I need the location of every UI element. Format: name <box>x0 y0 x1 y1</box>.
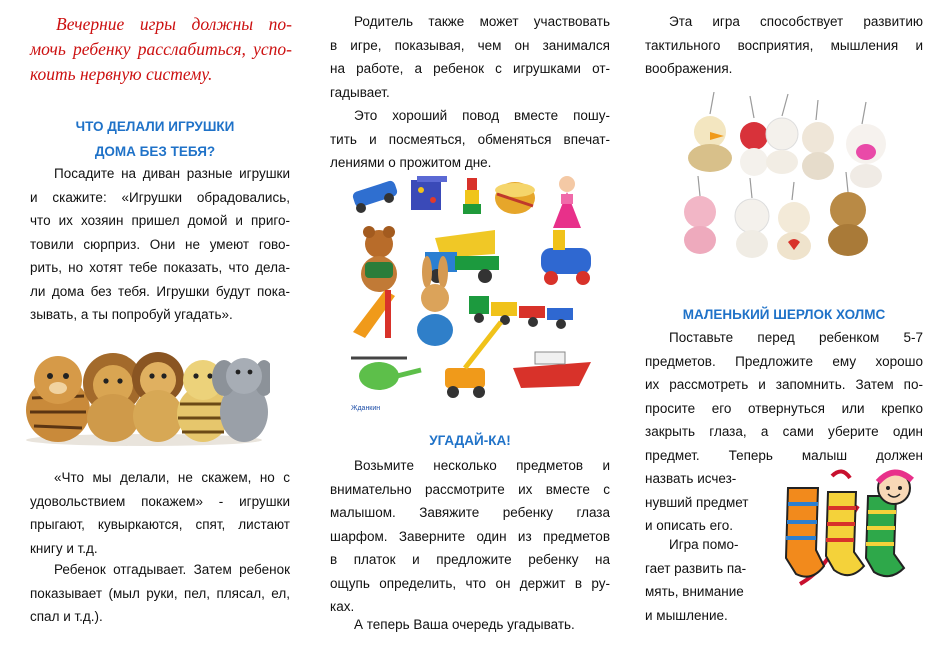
paragraph-sherlock-rules: Поставьте перед ребенком 5-7 предметов. Предложите ему хорошо их рассмотреть и запомнить. Затем по- просите его отвернуться или крепко закрыть глаза, а сами уберите один предмет. Теперь малыш должен <box>645 330 923 463</box>
plush-cow <box>735 199 769 258</box>
plush-toys-image <box>18 338 270 446</box>
toys-collection-image <box>345 172 600 414</box>
sock-orange <box>786 488 824 577</box>
plush-tiger <box>26 356 90 442</box>
toy-doll <box>553 176 581 228</box>
paragraph-your-turn: А теперь Ваша очередь угадывать. <box>354 617 575 632</box>
toy-car-blue <box>352 180 399 213</box>
plush-bear-white <box>777 202 811 260</box>
sock-face <box>878 472 912 504</box>
section-heading-toys: ЧТО ДЕЛАЛИ ИГРУШКИ ДОМА БЕЗ ТЕБЯ? <box>75 119 235 159</box>
socks-clipart-image <box>772 466 924 592</box>
toy-dump-truck <box>425 230 499 283</box>
paragraph-parent-participation: Родитель также может участвовать в игре, показывая, чем он занимался на работе, а ребенок с игрушками от- гадывает. <box>330 14 610 100</box>
sock-striped <box>826 492 864 575</box>
paragraph-toys-intro: Посадите на диван разные игрушки и скажите: «Игрушки обрадовались, что их хозяин пришел домой и приго- товили сюрприз. Они не умеют гово- рить, но хотят тебе показать, что дела- ли дома без тебя. Игрушки будут пока- зывать, а ты попробуй угадать». <box>30 166 290 322</box>
plush-pig <box>684 196 716 254</box>
plush-bunny <box>740 122 768 176</box>
toy-ride-on-car <box>541 230 591 285</box>
toy-slide <box>353 290 395 338</box>
section-heading-sherlock: МАЛЕНЬКИЙ ШЕРЛОК ХОЛМС <box>682 307 886 322</box>
plush-lion-2 <box>132 352 184 442</box>
plush-duck <box>688 116 732 172</box>
paragraph-tactile-development: Эта игра способствует развитию тактильного восприятия, мышления и воображения. <box>645 14 923 76</box>
toy-boat <box>513 352 591 388</box>
toy-crane <box>445 322 501 398</box>
paragraph-sherlock-continue: назвать исчез- нувший предмет и описать его. <box>645 471 749 533</box>
sock-green <box>866 496 904 576</box>
paragraph-guess-game: Возьмите несколько предметов и внимательно рассмотрите их вместе с малышом. Завяжите ребенку глаза шарфом. Заверните один из предметов в платок и предложите ребенку на ощупь определить, что он держит в ру- ках. <box>330 458 610 614</box>
intro-text: Вечерние игры должны по- мочь ребенку расслабиться, успо- коить нервную систему. <box>30 14 292 84</box>
toy-train <box>469 296 573 329</box>
plush-dog <box>802 122 834 180</box>
plush-cow-pink <box>846 124 886 188</box>
toy-teddy-bear <box>361 226 397 292</box>
paragraph-joke-together: Это хороший повод вместе пошу- тить и посмеяться, обменяться впечат- лениями о прожитом дне. <box>330 108 610 170</box>
toy-cube <box>411 176 447 210</box>
toy-helicopter <box>351 358 421 390</box>
keychain-toys-image <box>670 92 918 264</box>
plush-lion <box>83 353 143 442</box>
toy-pyramid <box>463 178 481 214</box>
image-caption: Жданкин <box>351 405 381 412</box>
paragraph-sherlock-benefit: Игра помо- гает развить па- мять, внимание и мышление. <box>645 537 747 623</box>
plush-bear-brown <box>828 192 868 256</box>
paragraph-toys-guess: Ребенок отгадывает. Затем ребенок показывает (мыл руки, пел, плясал, ел, спал и т.д.). <box>30 562 290 624</box>
section-heading-guess: УГАДАЙ-КА! <box>429 433 511 448</box>
plush-sheep <box>766 118 798 174</box>
paragraph-toys-rhyme: «Что мы делали, не скажем, но с удовольствием покажем» - игрушки прыгают, кувыркаются, спят, листают книгу и т.д. <box>30 470 290 556</box>
toy-drum <box>495 182 535 214</box>
